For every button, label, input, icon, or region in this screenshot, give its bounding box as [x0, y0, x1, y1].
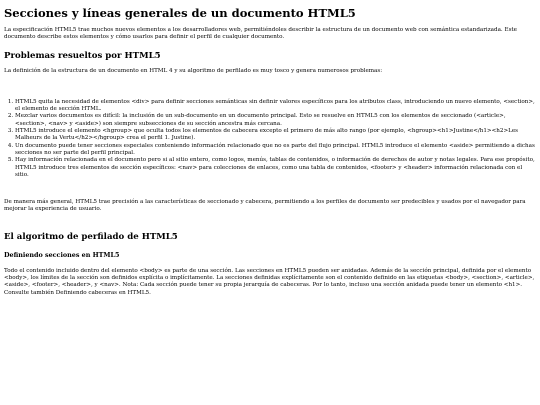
list-item: 2. Mezclar varios documentos es difícil: la inclusión de un sub-documento en un documento principal. Esto se resuelve en HTML5 con los elementos de seccionado (<article>, <section>, <nav> y <aside>) son siempre subsecciones de su sección ancestra más cercana. [15, 113, 536, 128]
general-paragraph: De manera más general, HTML5 trae precisión a las características de seccionado y cabecera, permitiendo a los perfiles de documento ser predecibles y usados por el navegador para mejorar la experiencia de usuario. [4, 199, 526, 213]
algorithm-heading: El algoritmo de perfilado de HTML5 [4, 231, 178, 242]
list-item: 4. Un documento puede tener secciones especiales conteniendo información relacionado que no es parte del flujo principal. HTML5 introduce el elemento <aside> permitiendo a dichas secciones no ser parte del perfil principal. [15, 143, 536, 158]
page-title: Secciones y líneas generales de un documento HTML5 [4, 6, 356, 20]
intro-paragraph: La especificación HTML5 trae muchos nuevos elementos a los desarrolladores web, permitiéndoles describir la estructura de un documento web con semántica estandarizada. Este documento describe estos elementos y cómo usarlos para definir el perfil de cualquier documento. [4, 27, 517, 41]
defining-sections-heading: Definiendo secciones en HTML5 [4, 250, 120, 259]
problems-paragraph: La definición de la estructura de un documento en HTML 4 y su algoritmo de perfilado es muy tosco y genera numerosos problemas: [4, 67, 383, 74]
list-item: 1. HTML5 quita la necesidad de elementos <div> para definir secciones semánticas sin definir valores específicos para los atributos class, introduciendo un nuevo elemento, <section>, el elemento de sección HTML. [15, 99, 536, 114]
problems-heading: Problemas resueltos por HTML5 [4, 50, 161, 61]
list-item: 3. HTML5 introduce el elemento <hgroup> que oculta todos los elementos de cabecera excepto el primero de más alto rango (por ejemplo, <hgroup><h1>Justine</h1><h2>Les Malheurs de la Vertu</h2></hgroup> crea el perfil 1. Justine). [15, 128, 536, 143]
problems-list [4, 99, 536, 179]
algorithm-paragraph: Todo el contenido incluido dentro del elemento <body> es parte de una sección. Las secciones en HTML5 pueden ser anidadas. Además de la sección principal, definida por el elemento <body>, los límites de la sección son definidos explícita o implícitamente. La secciones definidas explícitamente son el contenido definido en las etiquetas <body>, <section>, <article>, <aside>, <footer>, <header>, y <nav>. Nota: Cada sección puede tener su propia jerarquía de cabeceras. Por lo tanto, incluso una sección anidada puede tener un elemento <h1>. Consulte también Definiendo cabeceras en HTML5. [4, 267, 535, 296]
list-item: 5. Hay información relacionada en el documento pero si al sitio entero, como logos, menús, tablas de contenidos, o información de derechos de autor y notas legales. Para ese propósito, HTML5 introduce tres elementos de sección específicos: <nav> para colecciones de enlaces, como una tabla de contenidos, <footer> y <header> información relacionada con el sitio. [15, 157, 536, 179]
